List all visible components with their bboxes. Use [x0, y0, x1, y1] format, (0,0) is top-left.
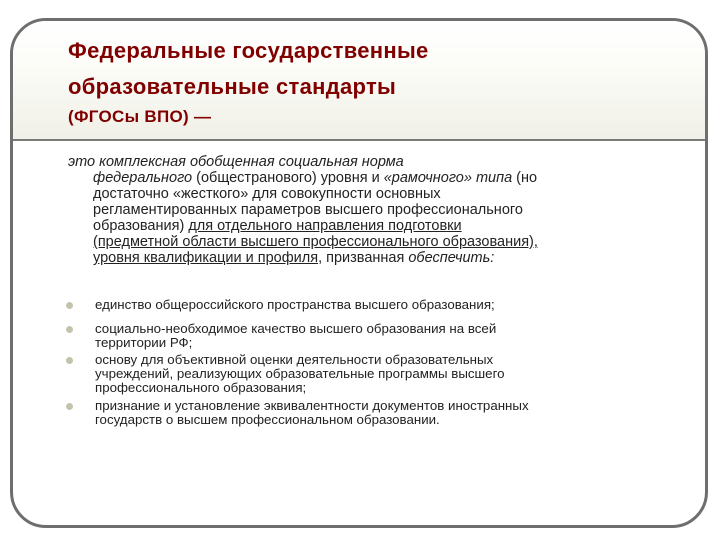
list-item [66, 399, 676, 427]
definition-line-5 [68, 218, 668, 234]
list-item-text: государств о высшем профессиональном образовании. [95, 411, 440, 427]
definition-fragment: обеспечить: [408, 250, 495, 266]
bullet-list [66, 298, 676, 436]
definition-line-1: это комплексная обобщенная социальная норма [68, 154, 404, 170]
bullet-dot-icon [66, 326, 73, 333]
bullet-dot-icon [66, 302, 73, 309]
definition-line-6: (предметной области высшего профессионального образования), [93, 234, 538, 250]
slide-title-line-2: образовательные стандарты [68, 74, 397, 99]
definition-fragment: , призванная [318, 250, 409, 266]
definition-fragment: федерального [93, 170, 193, 186]
list-item-text: единство общероссийского пространства высшего образования; [95, 297, 495, 312]
definition-line-3: достаточно «жесткого» для совокупности основных [93, 186, 441, 202]
list-item-text: социально-необходимое качество высшего образования на всей [95, 320, 497, 336]
bullet-dot-icon [66, 403, 73, 410]
list-item [66, 353, 676, 394]
definition-fragment: для отдельного направления подготовки [188, 218, 462, 234]
definition-line-4: регламентированных параметров высшего профессионального [93, 202, 523, 218]
slide-title-line-3: (ФГОСы ВПО) — [68, 107, 212, 126]
definition-fragment: уровня квалификации и профиля [93, 250, 319, 266]
definition-fragment: образования) [93, 218, 189, 234]
list-item-text: территории РФ; [95, 334, 193, 350]
definition-paragraph [68, 154, 668, 266]
definition-fragment: (общестранового) уровня и [192, 170, 384, 186]
list-item-text: признание и установление эквивалентности документов иностранных [95, 397, 529, 413]
bullet-dot-icon [66, 357, 73, 364]
title-divider [13, 139, 705, 141]
definition-line-2 [68, 170, 668, 186]
list-item-text: учреждений, реализующих образовательные программы высшего [95, 366, 505, 382]
list-item-text: основу для объективной оценки деятельности образовательных [95, 352, 494, 368]
list-item [66, 298, 676, 312]
list-item-text: профессионального образования; [95, 379, 307, 395]
definition-fragment: (но [512, 170, 538, 186]
list-item [66, 322, 676, 350]
slide-title-line-1: Федеральные государственные [68, 38, 429, 63]
definition-line-7 [68, 250, 668, 266]
definition-fragment: «рамочного» типа [383, 170, 513, 186]
